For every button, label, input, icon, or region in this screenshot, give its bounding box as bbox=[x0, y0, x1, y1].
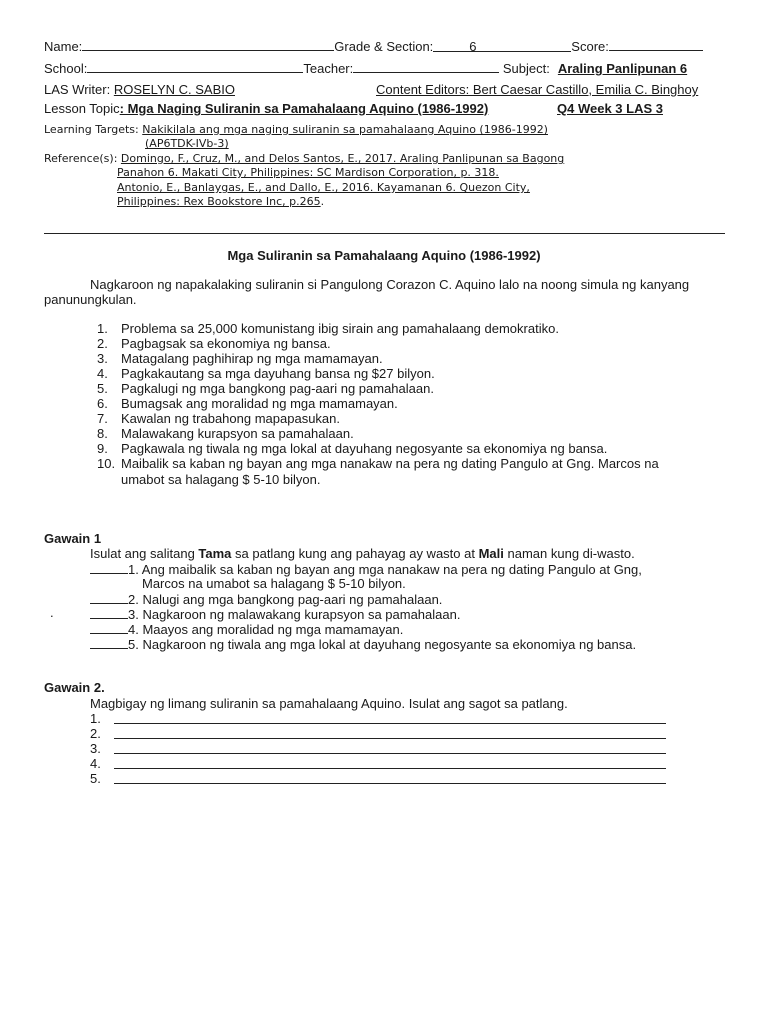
school-field[interactable] bbox=[87, 60, 303, 73]
item-text: Nalugi ang mga bangkong pag-aari ng pamahalaan. bbox=[142, 592, 443, 607]
name-field[interactable] bbox=[82, 38, 334, 51]
gawain1-title: Gawain 1 bbox=[44, 531, 102, 546]
instr-text: sa patlang kung ang pahayag ay wasto at bbox=[231, 546, 479, 561]
problem-text: Malawakang kurapsyon sa pamahalaan. bbox=[121, 426, 354, 441]
answer-blank[interactable] bbox=[90, 636, 128, 649]
gawain2-item bbox=[90, 741, 101, 756]
answer-line[interactable] bbox=[114, 783, 666, 784]
gawain1-item bbox=[90, 621, 403, 637]
week-label: Q4 Week 3 LAS 3 bbox=[557, 101, 663, 116]
answer-line[interactable] bbox=[114, 753, 666, 754]
item-number: 2. bbox=[128, 592, 139, 607]
gawain2-item bbox=[90, 771, 101, 786]
teacher-label: Teacher: bbox=[303, 61, 354, 76]
gawain1-item bbox=[90, 636, 636, 652]
problem-item bbox=[97, 411, 340, 426]
item-number: 2. bbox=[90, 726, 101, 741]
learning-targets-label: Learning Targets: bbox=[44, 123, 139, 136]
problem-item bbox=[97, 351, 383, 366]
references-row bbox=[44, 152, 564, 165]
reference-line: Panahon 6. Makati City, Philippines: SC Mardison Corporation, p. 318. bbox=[117, 166, 499, 179]
header-row-4 bbox=[44, 101, 488, 116]
problem-text: Pagkalugi ng mga bangkong pag-aari ng pamahalaan. bbox=[121, 381, 434, 396]
problem-10-cont: umabot sa halagang $ 5-10 bilyon. bbox=[121, 472, 321, 487]
item-text: Nagkaroon ng malawakang kurapsyon sa pamahalaan. bbox=[142, 607, 461, 622]
learning-targets-value: Nakikilala ang mga naging suliranin sa pamahalaang Aquino (1986-1992) bbox=[142, 123, 548, 136]
problem-number: 7. bbox=[97, 411, 108, 426]
subject-value: Araling Panlipunan 6 bbox=[557, 61, 688, 76]
section-divider bbox=[44, 233, 725, 234]
answer-line[interactable] bbox=[114, 723, 666, 724]
problem-text: Bumagsak ang moralidad ng mga mamamayan. bbox=[121, 396, 398, 411]
item-text: Nagkaroon ng tiwala ang mga lokal at dayuhang negosyante sa ekonomiya ng bansa. bbox=[142, 637, 637, 652]
las-writer-label: LAS Writer: bbox=[44, 82, 111, 97]
gawain1-item bbox=[90, 561, 642, 577]
problem-item bbox=[97, 321, 559, 336]
item-number: 5. bbox=[90, 771, 101, 786]
reference-end-mark: . bbox=[320, 195, 325, 208]
item-number: 4. bbox=[128, 622, 139, 637]
grade-value: 6 bbox=[469, 39, 477, 54]
problem-text: Matagalang paghihirap ng mga mamamayan. bbox=[121, 351, 383, 366]
score-field[interactable] bbox=[609, 38, 703, 51]
gawain2-item bbox=[90, 756, 101, 771]
content-editors: Content Editors: Bert Caesar Castillo, Emilia C. Binghoy bbox=[376, 82, 699, 97]
problem-text: Maibalik sa kaban ng bayan ang mga nanakaw na pera ng dating Pangulo at Gng. Marcos na bbox=[121, 456, 659, 471]
grade-field[interactable] bbox=[433, 39, 571, 52]
stray-mark: . bbox=[50, 605, 54, 620]
header-row-1 bbox=[44, 38, 703, 54]
name-label: Name: bbox=[44, 39, 83, 54]
item-number: 5. bbox=[128, 637, 139, 652]
problem-item bbox=[97, 426, 354, 441]
gawain1-item bbox=[90, 606, 460, 622]
answer-line[interactable] bbox=[114, 738, 666, 739]
gawain2-instruction: Magbigay ng limang suliranin sa pamahalaang Aquino. Isulat ang sagot sa patlang. bbox=[90, 696, 568, 711]
gawain1-item1-cont: Marcos na umabot sa halagang $ 5-10 bilyon. bbox=[142, 576, 406, 591]
teacher-field[interactable] bbox=[353, 60, 499, 73]
problem-number: 4. bbox=[97, 366, 108, 381]
item-text: Ang maibalik sa kaban ng bayan ang mga nanakaw na pera ng dating Pangulo at Gng, bbox=[141, 562, 642, 577]
problem-text: Kawalan ng trabahong mapapasukan. bbox=[121, 411, 340, 426]
learning-targets-row bbox=[44, 123, 548, 136]
problem-number: 10. bbox=[97, 456, 116, 471]
answer-line[interactable] bbox=[114, 768, 666, 769]
answer-blank[interactable] bbox=[90, 621, 128, 634]
reference-line: Antonio, E., Banlaygas, E., and Dallo, E., 2016. Kayamanan 6. Quezon City, bbox=[117, 181, 530, 194]
item-number: 3. bbox=[90, 741, 101, 756]
problem-number: 8. bbox=[97, 426, 108, 441]
problem-number: 9. bbox=[97, 441, 108, 456]
header-row-3 bbox=[44, 82, 235, 97]
gawain2-item bbox=[90, 726, 101, 741]
references-label: Reference(s): bbox=[44, 152, 118, 165]
problem-item bbox=[97, 456, 659, 471]
problem-number: 3. bbox=[97, 351, 108, 366]
school-label: School: bbox=[44, 61, 88, 76]
item-number: 3. bbox=[128, 607, 139, 622]
header-row-2 bbox=[44, 60, 687, 76]
item-number: 1. bbox=[90, 711, 101, 726]
problem-text: Pagkakautang sa mga dayuhang bansa ng $27 bilyon. bbox=[121, 366, 435, 381]
learning-targets-code: (AP6TDK-IVb-3) bbox=[145, 137, 229, 150]
problem-item bbox=[97, 441, 607, 456]
problem-item bbox=[97, 366, 435, 381]
lesson-topic-value: : Mga Naging Suliranin sa Pamahalaang Aquino (1986-1992) bbox=[119, 101, 489, 116]
instr-text: Isulat ang salitang bbox=[90, 546, 199, 561]
problem-item bbox=[97, 381, 434, 396]
problem-item bbox=[97, 336, 331, 351]
answer-blank[interactable] bbox=[90, 606, 128, 619]
lesson-topic-label: Lesson Topic bbox=[44, 101, 120, 116]
problem-number: 6. bbox=[97, 396, 108, 411]
subject-label: Subject: bbox=[502, 61, 550, 76]
gawain2-title: Gawain 2. bbox=[44, 680, 105, 695]
gawain1-item bbox=[90, 591, 442, 607]
problem-number: 5. bbox=[97, 381, 108, 396]
problem-text: Pagbagsak sa ekonomiya ng bansa. bbox=[121, 336, 331, 351]
gawain1-instruction bbox=[90, 546, 635, 561]
intro-line-1: Nagkaroon ng napakalaking suliranin si Pangulong Corazon C. Aquino lalo na noong simula ng kanyang bbox=[90, 277, 690, 292]
problem-item bbox=[97, 396, 398, 411]
las-writer-value: ROSELYN C. SABIO bbox=[113, 82, 235, 97]
instr-tama: Tama bbox=[198, 546, 232, 561]
answer-blank[interactable] bbox=[90, 561, 128, 574]
problem-text: Problema sa 25,000 komunistang ibig sirain ang pamahalaang demokratiko. bbox=[121, 321, 559, 336]
reference-line: Domingo, F., Cruz, M., and Delos Santos, E., 2017. Araling Panlipunan sa Bagong bbox=[120, 152, 565, 165]
intro-line-2: panunungkulan. bbox=[44, 292, 137, 307]
item-number: 4. bbox=[90, 756, 101, 771]
item-number: 1. bbox=[128, 562, 139, 577]
instr-mali: Mali bbox=[478, 546, 504, 561]
problem-number: 1. bbox=[97, 321, 108, 336]
problem-number: 2. bbox=[97, 336, 108, 351]
item-text: Maayos ang moralidad ng mga mamamayan. bbox=[142, 622, 404, 637]
content-title: Mga Suliranin sa Pamahalaang Aquino (1986-1992) bbox=[227, 248, 541, 263]
instr-text: naman kung di-wasto. bbox=[503, 546, 635, 561]
gawain2-item bbox=[90, 711, 101, 726]
reference-line-last bbox=[117, 195, 324, 208]
problem-text: Pagkawala ng tiwala ng mga lokal at dayuhang negosyante sa ekonomiya ng bansa. bbox=[121, 441, 608, 456]
score-label: Score: bbox=[571, 39, 609, 54]
reference-line: Philippines: Rex Bookstore Inc, p.265 bbox=[117, 195, 321, 208]
grade-label: Grade & Section: bbox=[334, 39, 434, 54]
answer-blank[interactable] bbox=[90, 591, 128, 604]
